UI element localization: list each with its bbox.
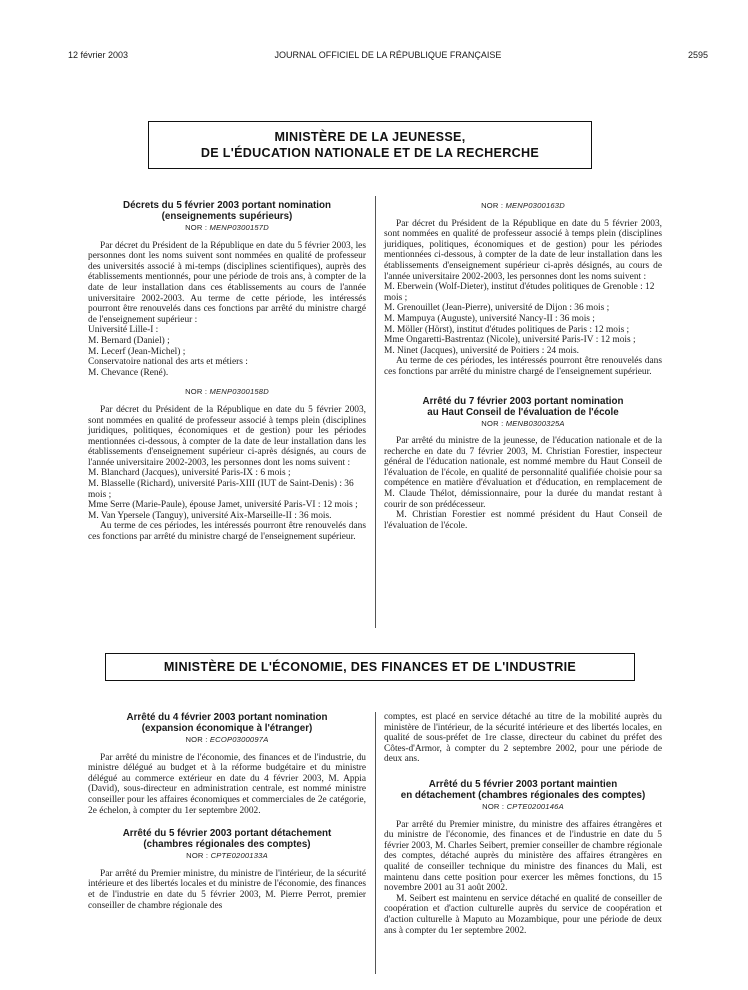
issue-date: 12 février 2003 <box>68 50 129 60</box>
decree-2-line: M. Blasselle (Richard), université Paris-XIII (IUT de Saint-Denis) : 36 mois ; <box>88 479 354 500</box>
nor-code: MENP0300157D <box>209 223 269 232</box>
column-right-bottom <box>384 712 662 936</box>
nor-label: NOR : <box>185 223 208 232</box>
arrete-section-4 <box>384 779 662 936</box>
arrete-section-2 <box>88 712 366 816</box>
arrete-1-heading-line1: Arrêté du 7 février 2003 portant nomination <box>422 395 624 407</box>
arrete-3-nor <box>88 851 366 862</box>
decree-section-2 <box>88 387 366 542</box>
column-divider <box>375 712 376 974</box>
decree-2-line: M. Blanchard (Jacques), université Paris-IX : 6 mois ; <box>88 468 291 479</box>
nor-code: CPTE0200133A <box>210 851 268 861</box>
decree-section-3 <box>384 201 662 378</box>
column-right-top <box>384 200 662 531</box>
decree-1-line: M. Lecerf (Jean-Michel) ; <box>88 346 186 357</box>
ministry-education-line2: DE L'ÉDUCATION NATIONALE ET DE LA RECHERCHE <box>200 146 540 160</box>
ministry-education-box <box>148 121 592 169</box>
decree-3-line: M. Mampuya (Auguste), université Nancy-II : 36 mois ; <box>384 313 595 324</box>
decree-1-line: Conservatoire national des arts et métiers : <box>88 357 248 368</box>
nor-code: ECOP0300097A <box>209 735 269 744</box>
arrete-section-1 <box>384 396 662 532</box>
decree-3-line: M. Ninet (Jacques), université de Poitiers : 24 mois. <box>384 345 580 356</box>
arrete-3-continuation: comptes, est placé en service détaché au titre de la mobilité auprès du ministère de l'intérieur, de la sécurité intérieure et des libertés locales, en qualité de sous-préfet de 1re classe, directeur du cabinet du préfet des Côtes-d'Armor, à compter du 2 septembre 2002, pour une période de deux ans. <box>384 712 662 765</box>
decree-3-line: M. Möller (Hörst), institut d'études politiques de Paris : 12 mois ; <box>384 324 630 335</box>
arrete-2-heading-line2: (expansion économique à l'étranger) <box>141 723 313 734</box>
column-divider <box>375 196 376 628</box>
decree-1-line: M. Chevance (René). <box>88 367 169 378</box>
arrete-1-heading-line2: au Haut Conseil de l'évaluation de l'école <box>427 406 619 418</box>
arrete-1-paragraph: M. Christian Forestier est nommé président du Haut Conseil de l'évaluation de l'école. <box>384 510 662 531</box>
decree-1-heading-line2: (enseignements supérieurs) <box>161 211 293 222</box>
nor-label: NOR : <box>185 735 208 744</box>
arrete-1-nor <box>384 419 662 430</box>
arrete-2-heading-line1: Arrêté du 4 février 2003 portant nomination <box>126 712 328 723</box>
ministry-economy-box <box>105 653 635 681</box>
arrete-3-paragraph: Par arrêté du Premier ministre, du ministre de l'intérieur, de la sécurité intérieure et des libertés locales et du ministre de l'économie, des finances et de l'industrie en date du 5 février 2003, M. Pierre Perrot, premier conseiller de chambre régionale des <box>88 868 366 911</box>
decree-1-nor <box>88 223 366 234</box>
arrete-section-3 <box>88 828 366 911</box>
nor-code: MENP0300158D <box>209 387 269 397</box>
nor-code: MENP0300163D <box>505 201 565 210</box>
page-number: 2595 <box>687 50 708 60</box>
nor-code: MENB0300325A <box>505 418 565 428</box>
arrete-3-heading-line1: Arrêté du 5 février 2003 portant détachement <box>122 828 332 840</box>
arrete-3-heading-line2: (chambres régionales des comptes) <box>143 839 311 851</box>
arrete-2-nor <box>88 735 366 746</box>
arrete-1-paragraph: Par arrêté du ministre de la jeunesse, de l'éducation nationale et de la recherche en date du 7 février 2003, M. Christian Forestier, inspecteur général de l'éducation nationale, est nommé membre du Haut Conseil de l'évaluation de l'école, en qualité de personnalité qualifiée choisie pour sa compétence en matière d'évaluation et d'éducation, en remplacement de M. Claude Thélot, démissionnaire, pour la durée du mandat restant à courir de son prédécesseur. <box>384 436 662 510</box>
decree-3-closing: Au terme de ces périodes, les intéressés pourront être renouvelés dans ces fonctions par arrêté du ministre chargé de l'enseignement supérieur. <box>384 356 662 377</box>
decree-1-paragraph: Par décret du Président de la République en date du 5 février 2003, les personnes dont les noms suivent sont nommées en qualité de professeur des universités associé à mi-temps (disciplines scientifiques), auprès des établissements mentionnés, pour une période de trois ans, à compter de la date de leur installation dans ces établissements au cours de l'année universitaire 2002-2003. Au terme de cette période, les intéressés pourront être renouvelés dans ces fonctions par arrêté du ministre chargé de l'enseignement supérieur : <box>88 240 366 325</box>
decree-section-1 <box>88 200 366 378</box>
decree-3-paragraph: Par décret du Président de la République en date du 5 février 2003, sont nommées en qualité de professeur associé à temps plein (disciplines juridiques, politiques, économiques et de gestion) pour les périodes mentionnées ci-dessous, à compter de la date de leur installation dans les établissements d'enseignement supérieur ci-après désignés, au cours de l'année universitaire 2002-2003, les personnes dont les noms suivent : <box>384 218 662 282</box>
decree-2-line: M. Van Ypersele (Tanguy), université Aix-Marseille-II : 36 mois. <box>88 510 332 521</box>
decree-1-line: Université Lille-I : <box>88 325 159 336</box>
journal-title: JOURNAL OFFICIEL DE LA RÉPUBLIQUE FRANÇAISE <box>274 50 502 60</box>
arrete-2-paragraph: Par arrêté du ministre de l'économie, des finances et de l'industrie, du ministre délégué au budget et à la réforme budgétaire et du ministre délégué au commerce extérieur en date du 4 février 2003, M. Appia (David), sous-directeur en administration centrale, est nommé ministre conseiller pour les affaires économiques et commerciales de 2e catégorie, 2e échelon, à compter du 1er septembre 2002. <box>88 752 366 816</box>
decree-3-line: M. Eberwein (Wolf-Dieter), institut d'études politiques de Grenoble : 12 mois ; <box>384 282 655 303</box>
column-left-top <box>88 200 366 543</box>
decree-2-line: Mme Serre (Marie-Paule), épouse Jamet, université Paris-VI : 12 mois ; <box>88 500 358 511</box>
arrete-4-heading-line1: Arrêté du 5 février 2003 portant maintien <box>428 778 618 790</box>
decree-3-line: M. Grenouillet (Jean-Pierre), université de Dijon : 36 mois ; <box>384 303 610 314</box>
nor-label: NOR : <box>186 851 209 861</box>
decree-2-paragraph: Par décret du Président de la République en date du 5 février 2003, sont nommées en qualité de professeur associé à temps plein (disciplines juridiques, politiques, économiques et de gestion) pour les périodes mentionnées ci-dessous, à compter de la date de leur installation dans les établissements d'enseignement supérieur ci-après désignés, au cours de l'année universitaire 2002-2003, les personnes dont les noms suivent : <box>88 404 366 468</box>
nor-label: NOR : <box>185 387 208 397</box>
arrete-4-nor <box>384 802 662 813</box>
ministry-economy-title: MINISTÈRE DE L'ÉCONOMIE, DES FINANCES ET DE L'INDUSTRIE <box>163 660 577 674</box>
decree-3-line: Mme Ongaretti-Bastrentaz (Nicole), université Paris-IV : 12 mois ; <box>384 335 636 346</box>
decree-2-nor <box>88 387 366 398</box>
arrete-4-heading-line2: en détachement (chambres régionales des comptes) <box>400 789 646 801</box>
nor-label: NOR : <box>481 418 504 428</box>
nor-label: NOR : <box>482 801 505 811</box>
ministry-education-line1: MINISTÈRE DE LA JEUNESSE, <box>274 130 466 144</box>
decree-3-nor <box>384 201 662 212</box>
decree-1-heading-line1: Décrets du 5 février 2003 portant nomination <box>123 200 331 211</box>
decree-2-closing: Au terme de ces périodes, les intéressés pourront être renouvelés dans ces fonctions par arrêté du ministre chargé de l'enseignement supérieur. <box>88 521 366 543</box>
arrete-4-paragraph: Par arrêté du Premier ministre, du ministre des affaires étrangères et du ministre de l'économie, des finances et de l'industrie en date du 5 février 2003, M. Charles Seibert, premier conseiller de chambre régionale des comptes, détaché auprès du ministère des affaires étrangères en qualité de conseiller technique du ministre des finances du Mali, est maintenu dans cette position pour exercer les mêmes fonctions, du 15 novembre 2001 au 31 août 2002. <box>384 819 662 894</box>
running-head <box>68 50 708 64</box>
arrete-4-paragraph: M. Seibert est maintenu en service détaché en qualité de conseiller de coopération et d'action culturelle auprès du service de coopération et d'action culturelle à Maputo au Mozambique, pour une période de deux ans à compter du 1er septembre 2002. <box>384 893 662 936</box>
nor-label: NOR : <box>481 201 504 210</box>
nor-code: CPTE0200146A <box>506 801 564 811</box>
column-left-bottom <box>88 712 366 911</box>
decree-1-line: M. Bernard (Daniel) ; <box>88 335 170 346</box>
